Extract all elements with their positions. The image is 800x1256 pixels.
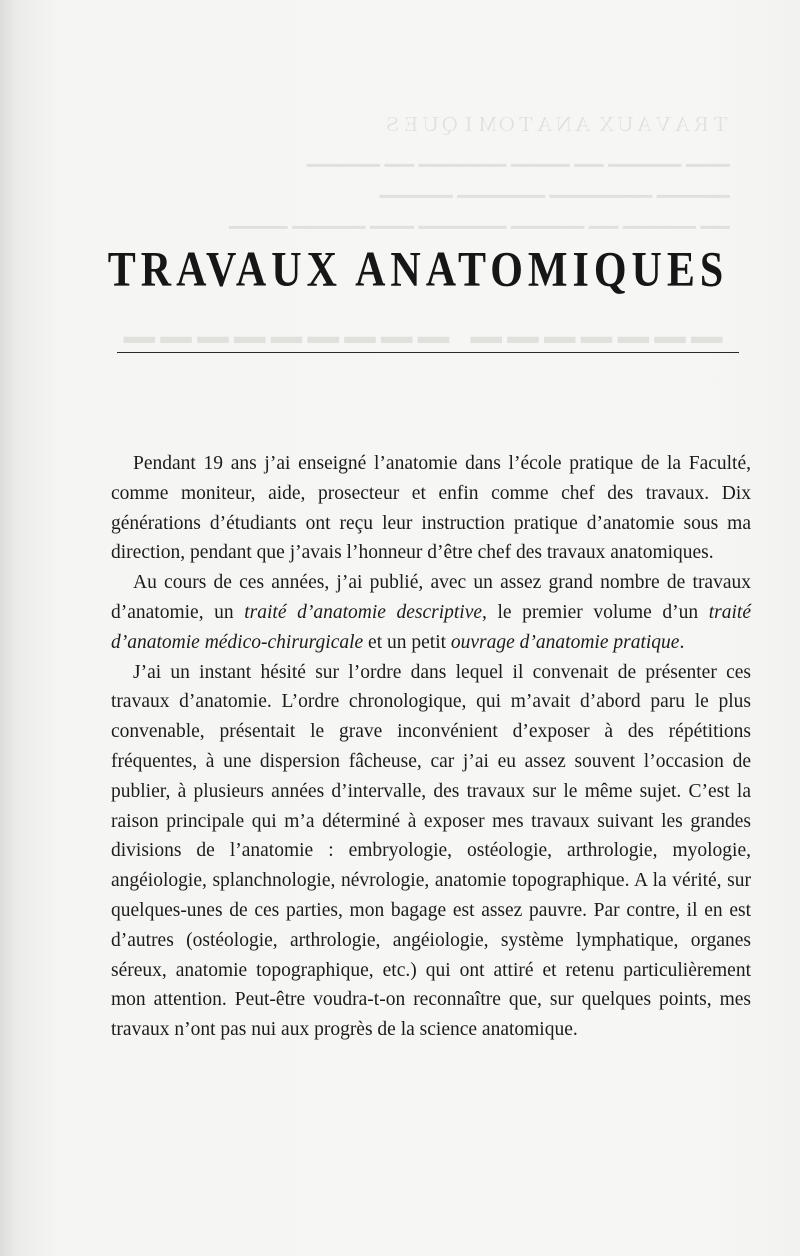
show-through-line: ＴＲＡＶＡＵＸ ＡＮＡＴＯＭＩＱＵＥＳ — [383, 115, 730, 136]
italic-title: traité d’anatomie médico-chirurgicale — [111, 601, 751, 653]
show-through-line: ▁▁▁▁▁▁▁ ▁▁▁▁▁▁▁▁▁ — [117, 297, 723, 342]
paragraph-text: . — [679, 631, 685, 653]
page-title: TRAVAUX ANATOMIQUES — [107, 242, 729, 298]
show-through-line: ▁▁ ▁▁▁▁▁ ▁▁ ▁▁▁▁▁ ▁▁▁▁▁▁ ▁▁▁ ▁▁▁▁▁ ▁▁▁▁ — [229, 208, 730, 229]
paragraph-text: , le premier volume d’un — [482, 601, 709, 623]
show-through-line: ▁▁▁▁▁ ▁▁▁▁▁▁▁ ▁▁▁▁▁▁ ▁▁▁▁▁ — [379, 177, 730, 198]
paragraph — [111, 568, 751, 657]
title-divider — [117, 352, 739, 353]
paragraph-text: J’ai un instant hésité sur l’ordre dans lequel il convenait de présenter ces travaux d’anatomie. L’ordre chronologique, qui m’avait d’abord paru le plus convenable, présentait le grave inconvénient d’exposer à des répétitions fréquentes, à une dispersion fâcheuse, car j’ai eu assez souvent l’occasion de publier, à plusieurs années d’intervalle, des travaux sur le même sujet. C’est la raison principale qui m’a déterminé à exposer mes travaux suivant les grandes divisions de l’anatomie : embryologie, ostéologie, arthrologie, myologie, angéiologie, splanchnologie, névrologie, anatomie topographique. A la vérité, sur quelques-unes de ces parties, mon bagage est assez pauvre. Par contre, il en est d’autres (ostéologie, arthrologie, angéiologie, système lymphatique, organes séreux, anatomie topographique, etc.) qui ont attiré et retenu particulièrement mon attention. Peut-être voudra-t-on reconnaître que, sur quelques points, mes travaux n’ont pas nui aux progrès de la science anatomique. — [111, 661, 751, 1041]
paragraph — [111, 449, 751, 568]
paragraph-text: et un petit — [363, 631, 451, 653]
body-text — [111, 449, 751, 1045]
paragraph-text: Au cours de ces années, j’ai publié, avec un assez grand nombre de travaux d’anatomie, un — [111, 572, 751, 623]
italic-title: traité d’anatomie descriptive — [244, 601, 483, 623]
italic-title: ouvrage d’anatomie pratique — [450, 631, 680, 653]
show-through-line: ▁▁▁ ▁▁▁▁▁ ▁▁ ▁▁▁▁ ▁▁▁▁▁▁ ▁▁ ▁▁▁▁▁ — [306, 146, 730, 167]
paragraph — [111, 658, 751, 1045]
show-through-text — [110, 110, 730, 342]
paragraph-text: Pendant 19 ans j’ai enseigné l’anatomie dans l’école pratique de la Faculté, comme moniteur, aide, prosecteur et enfin comme chef des travaux. Dix générations d’étudiants ont reçu leur instruction pratique d’anatomie sous ma direction, pendant que j’avais l’honneur d’être chef des travaux anatomiques. — [111, 453, 751, 564]
